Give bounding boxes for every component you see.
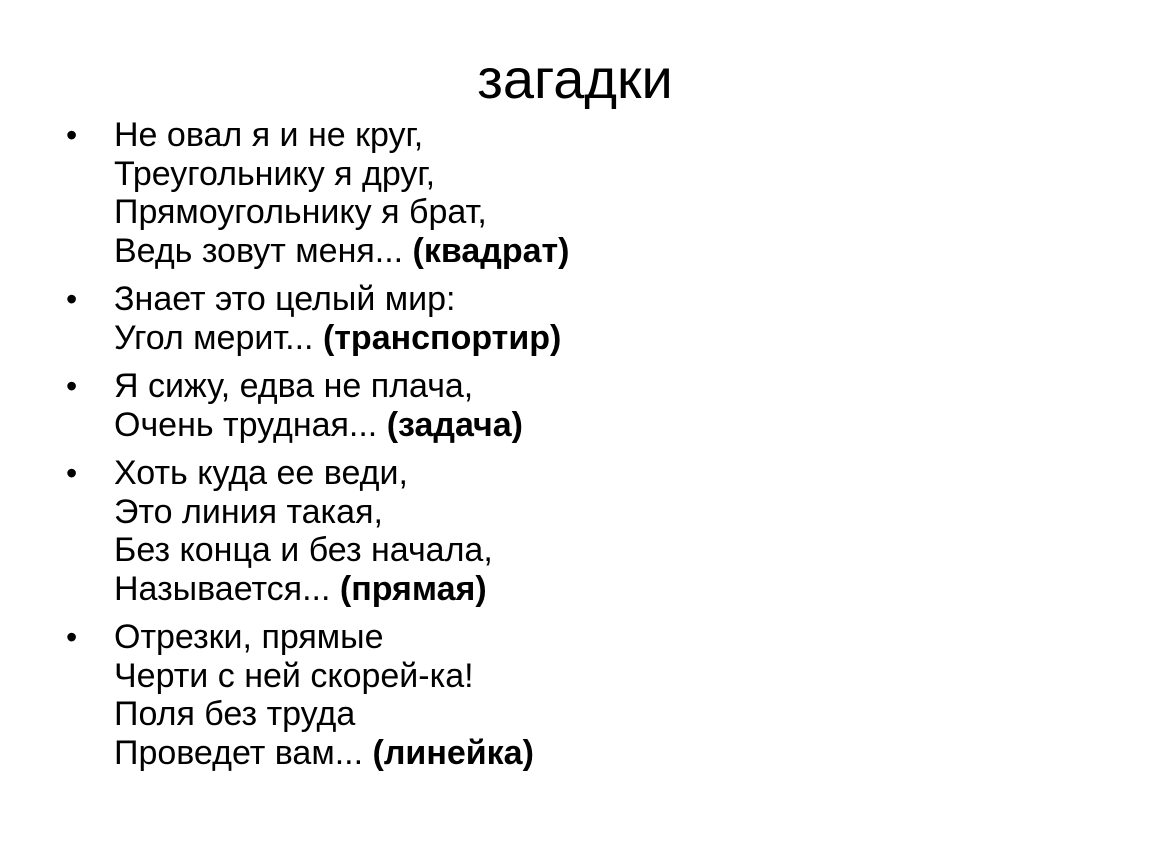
riddle-line: Это линия такая, [114,492,383,531]
riddle-answer: (задача) [386,405,524,444]
riddle-item [64,454,1104,608]
riddle-answer: (прямая) [339,569,487,608]
riddle-line [114,319,1104,358]
riddle-line: Поля без труда [114,695,356,733]
riddle-line-text: Проведет вам... [114,733,373,772]
riddle-line [114,570,1104,609]
riddle-line: Я сижу, едва не плача, [114,367,474,405]
slide-title: загадки [477,47,673,110]
riddle-line: Отрезки, прямые [114,618,384,656]
riddle-line [114,406,1104,445]
riddle-line: Прямоугольнику я брат, [114,193,487,231]
riddle-line-text: Очень трудная... [114,405,387,444]
riddle-line: Треугольнику я друг, [114,154,436,193]
riddle-item [64,116,1104,270]
riddle-line: Знает это целый мир: [114,280,456,318]
riddle-line: Не овал я и не круг, [114,116,424,154]
riddle-item [64,280,1104,357]
bullet-icon: • [66,368,78,404]
riddle-list [64,116,1104,782]
riddle-line: Черти с ней скорей-ка! [114,656,474,695]
riddle-answer: (транспортир) [322,318,562,357]
riddle-item [64,618,1104,772]
riddle-line-text: Называется... [114,569,340,608]
riddle-line [114,232,1104,271]
bullet-icon: • [66,619,78,655]
riddle-answer: (линейка) [372,733,534,772]
riddle-line [114,734,1104,773]
bullet-icon: • [66,455,78,491]
bullet-icon: • [66,117,78,153]
riddle-line-text: Угол мерит... [114,318,323,357]
bullet-icon: • [66,281,78,317]
riddle-item [64,367,1104,444]
riddle-answer: (квадрат) [412,231,570,270]
riddle-line-text: Ведь зовут меня... [114,231,413,270]
riddle-line: Хоть куда ее веди, [114,454,408,492]
riddle-line: Без конца и без начала, [114,531,493,569]
